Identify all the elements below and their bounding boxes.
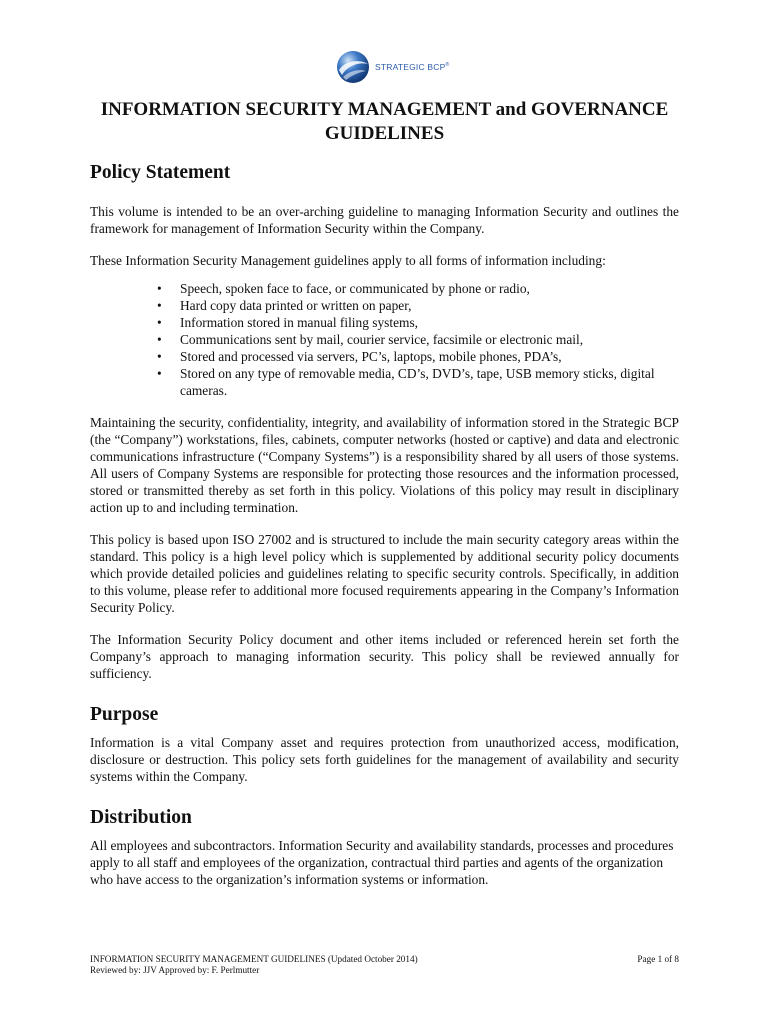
title-line-2: GUIDELINES: [324, 123, 445, 144]
policy-paragraph-3: Maintaining the security, confidentiality, integrity, and availability of information stored in the Strategic BCP (the “Company”) workstations, files, cabinets, computer networks (hosted or captive) and data and electronic communications infrastructure (“Company Systems”) is a responsibility shared by all users of those systems. All users of Company Systems are responsible for protecting those resources and the information processed, stored or transmitted thereby as set forth in this policy. Violations of this policy may result in disciplinary action up to and including termination.: [90, 415, 679, 515]
list-item: • Hard copy data printed or written on paper,: [90, 297, 679, 314]
registered-mark: ®: [445, 62, 450, 69]
policy-paragraph-5: The Information Security Policy document and other items included or referenced herein set forth the Company’s approach to managing information security. This policy shall be reviewed annually for sufficiency.: [90, 632, 679, 681]
purpose-paragraph: Information is a vital Company asset and requires protection from unauthorized access, modification, disclosure or destruction. This policy sets forth guidelines for the management of availability and security systems within the Company.: [90, 735, 679, 784]
logo-text: STRATEGIC BCP: [375, 62, 446, 72]
footer-info: [90, 954, 418, 976]
list-item: • Stored and processed via servers, PC’s, laptops, mobile phones, PDA’s,: [90, 348, 679, 365]
distribution-heading: Distribution: [90, 807, 192, 828]
page-number: [637, 954, 679, 965]
company-logo: [334, 47, 449, 87]
swirl-sphere-icon: [334, 48, 372, 86]
list-item: • Information stored in manual filing systems,: [90, 314, 679, 331]
purpose-heading: Purpose: [90, 704, 159, 725]
page-label: Page: [637, 954, 656, 964]
policy-paragraph-2: These Information Security Management guidelines apply to all forms of information including:: [90, 253, 606, 268]
page-of: of: [664, 954, 673, 964]
policy-paragraph-1: This volume is intended to be an over-arching guideline to managing Information Security and outlines the framework for management of Information Security within the Company.: [90, 204, 679, 236]
footer-document-title: INFORMATION SECURITY MANAGEMENT GUIDELINES (Updated October 2014): [90, 954, 418, 964]
title-line-1: INFORMATION SECURITY MANAGEMENT and GOVERNANCE: [100, 99, 669, 120]
page-footer: [90, 954, 679, 976]
distribution-paragraph: All employees and subcontractors. Information Security and availability standards, processes and procedures apply to all staff and employees of the organization, contractual third parties and agents of the organization who have access to the organization’s information systems or information.: [90, 838, 674, 887]
page-current: 1: [657, 954, 663, 964]
list-item: • Speech, spoken face to face, or communicated by phone or radio,: [90, 280, 679, 297]
document-body: [90, 98, 679, 888]
document-title: [90, 98, 679, 146]
policy-paragraph-4: This policy is based upon ISO 27002 and is structured to include the main security category areas within the standard. This policy is a high level policy which is supplemented by additional security policy documents which provide detailed policies and guidelines relating to specific security controls. Specifically, in addition to this volume, please refer to additional more focused requirements appearing in the Company’s Information Security Policy.: [90, 532, 679, 615]
policy-statement-heading: Policy Statement: [90, 162, 231, 183]
information-forms-list: [90, 280, 679, 399]
footer-review-approval: Reviewed by: JJV Approved by: F. Perlmutter: [90, 965, 260, 975]
list-item: • Stored on any type of removable media, CD’s, DVD’s, tape, USB memory sticks, digital cameras.: [90, 365, 679, 399]
logo-wordmark: [375, 62, 449, 72]
page-total: 8: [674, 954, 679, 964]
list-item: • Communications sent by mail, courier service, facsimile or electronic mail,: [90, 331, 679, 348]
